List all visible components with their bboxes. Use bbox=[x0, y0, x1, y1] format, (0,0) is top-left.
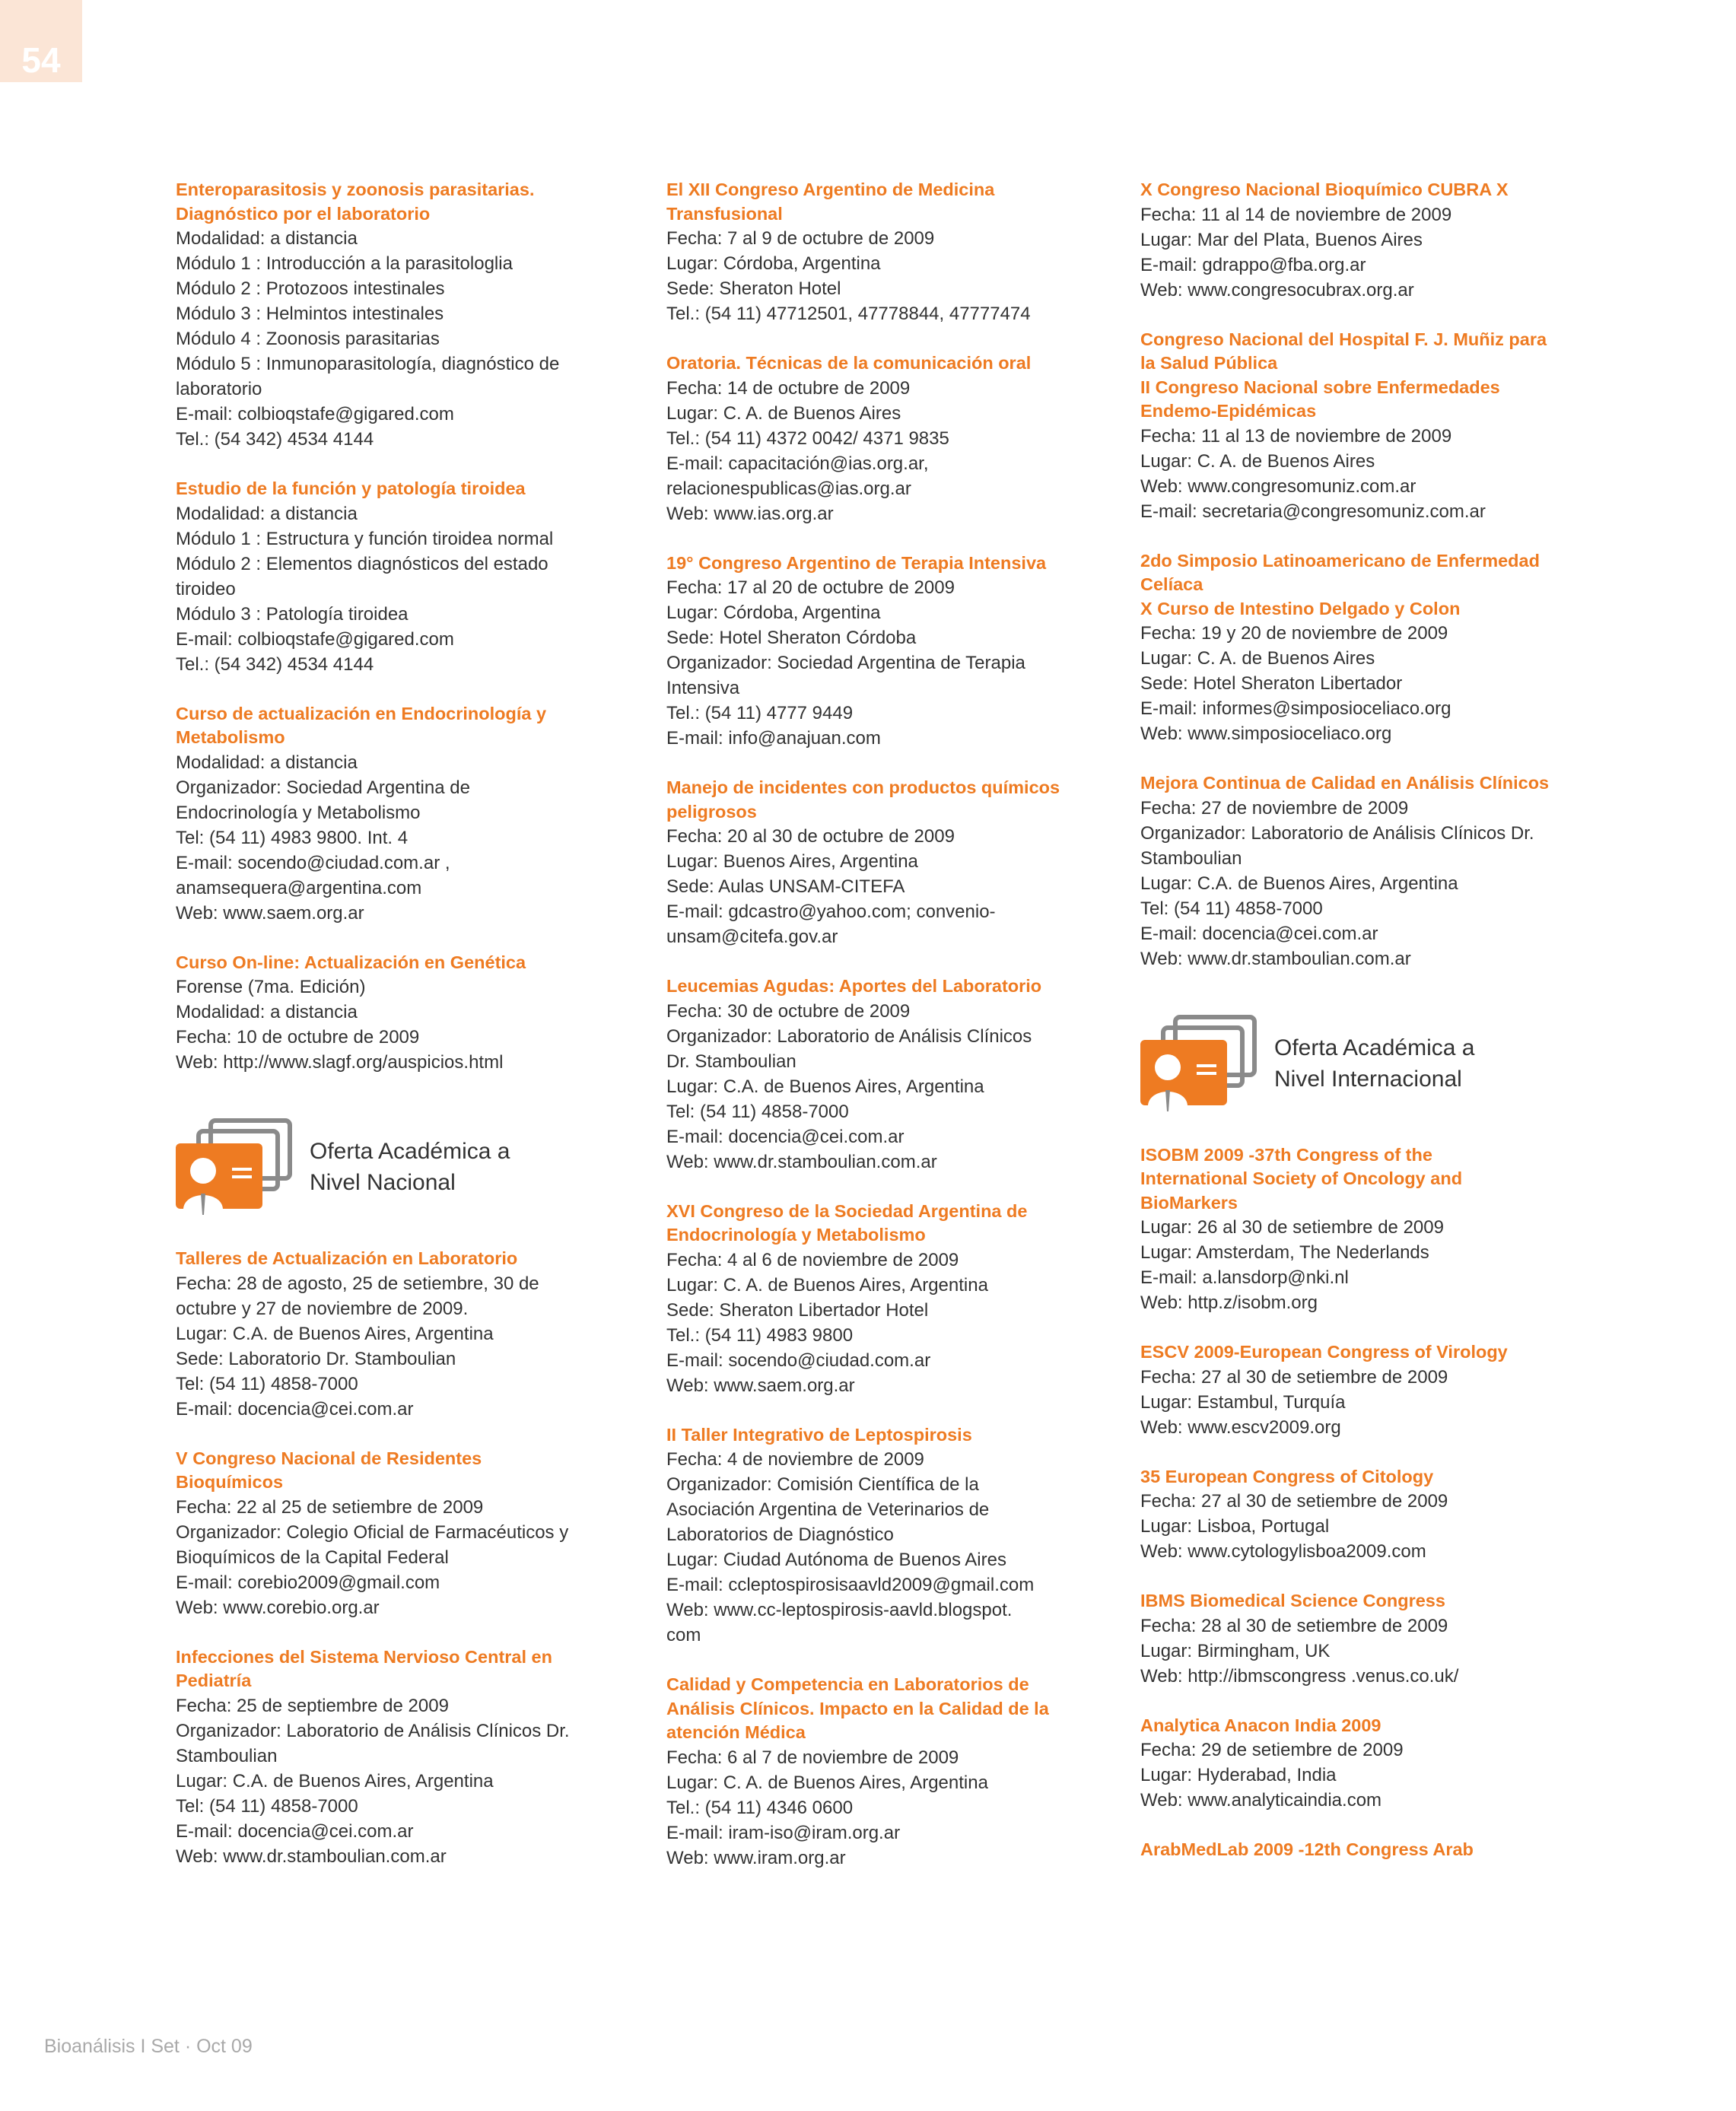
event-title: X Congreso Nacional Bioquímico CUBRA X bbox=[1140, 180, 1509, 199]
event-detail: Sede: Aulas UNSAM-CITEFA bbox=[666, 876, 905, 897]
event-detail: Bioquímicos de la Capital Federal bbox=[176, 1547, 449, 1568]
event-detail: E-mail: capacitación@ias.org.ar, bbox=[666, 453, 929, 474]
event-detail: Web: www.ias.org.ar bbox=[666, 503, 834, 524]
event-detail: Modalidad: a distancia bbox=[176, 1002, 358, 1022]
event-detail: Módulo 2 : Elementos diagnósticos del estado bbox=[176, 553, 548, 574]
academic-offer-icon bbox=[176, 1117, 297, 1216]
event-detail: com bbox=[666, 1625, 701, 1645]
event-title: IBMS Biomedical Science Congress bbox=[1140, 1591, 1445, 1610]
event-detail: E-mail: colbioqstafe@gigared.com bbox=[176, 628, 454, 650]
event-detail: Stamboulian bbox=[1140, 847, 1242, 869]
event-title: Manejo de incidentes con productos químicos bbox=[666, 777, 1060, 797]
event-detail: Organizador: Colegio Oficial de Farmacéuticos y bbox=[176, 1521, 569, 1543]
event-detail: tiroideo bbox=[176, 578, 236, 599]
event-detail: Web: www.escv2009.org bbox=[1140, 1416, 1341, 1438]
event-detail: Fecha: 11 al 13 de noviembre de 2009 bbox=[1140, 425, 1452, 447]
entries bbox=[666, 178, 1092, 1871]
event-detail: Web: www.iram.org.ar bbox=[666, 1847, 846, 1868]
event-title: ArabMedLab 2009 -12th Congress Arab bbox=[1140, 1839, 1474, 1859]
event-title: atención Médica bbox=[666, 1722, 806, 1742]
event-detail: Web: http.z/isobm.org bbox=[1140, 1292, 1318, 1313]
event-detail: Fecha: 6 al 7 de noviembre de 2009 bbox=[666, 1747, 959, 1768]
event-title: II Congreso Nacional sobre Enfermedades bbox=[1140, 377, 1500, 397]
event-entry bbox=[666, 178, 1092, 326]
event-entry bbox=[666, 351, 1092, 526]
event-title: El XII Congreso Argentino de Medicina bbox=[666, 180, 995, 199]
section-header-international bbox=[1140, 1014, 1566, 1113]
event-detail: Web: www.simposioceliaco.org bbox=[1140, 723, 1392, 744]
event-detail: Organizador: Comisión Científica de la bbox=[666, 1474, 979, 1495]
academic-offer-icon bbox=[1140, 1014, 1262, 1113]
event-detail: E-mail: ccleptospirosisaavld2009@gmail.com bbox=[666, 1575, 1035, 1595]
event-detail: Web: www.saem.org.ar bbox=[666, 1375, 855, 1396]
event-entry bbox=[176, 951, 602, 1076]
event-title: Endocrinología y Metabolismo bbox=[666, 1225, 926, 1245]
event-detail: Lugar: Ciudad Autónoma de Buenos Aires bbox=[666, 1550, 1006, 1570]
event-detail: Tel.: (54 342) 4534 4144 bbox=[176, 429, 374, 450]
event-detail: Módulo 2 : Protozoos intestinales bbox=[176, 278, 445, 299]
entries-b bbox=[1140, 1143, 1566, 1862]
event-detail: Tel.: (54 11) 4372 0042/ 4371 9835 bbox=[666, 428, 949, 449]
event-detail: Lugar: C.A. de Buenos Aires, Argentina bbox=[666, 1076, 984, 1097]
event-detail: unsam@citefa.gov.ar bbox=[666, 927, 838, 947]
event-detail: E-mail: docencia@cei.com.ar bbox=[176, 1398, 414, 1420]
section-title-line: Oferta Académica a bbox=[1274, 1035, 1475, 1060]
event-entry bbox=[1140, 178, 1566, 303]
event-detail: Organizador: Sociedad Argentina de bbox=[176, 777, 470, 798]
event-title: Calidad y Competencia en Laboratorios de bbox=[666, 1674, 1029, 1694]
event-entry bbox=[1140, 328, 1566, 524]
event-detail: Web: www.saem.org.ar bbox=[176, 902, 364, 924]
event-entry bbox=[1140, 1589, 1566, 1689]
column-3 bbox=[1140, 178, 1566, 1887]
event-title: Analytica Anacon India 2009 bbox=[1140, 1715, 1381, 1735]
event-detail: Lugar: C. A. de Buenos Aires, Argentina bbox=[666, 1772, 988, 1793]
event-detail: Lugar: Amsterdam, The Nederlands bbox=[1140, 1242, 1429, 1263]
event-title: la Salud Pública bbox=[1140, 353, 1278, 373]
event-detail: Lugar: 26 al 30 de setiembre de 2009 bbox=[1140, 1217, 1444, 1238]
event-detail: Tel.: (54 342) 4534 4144 bbox=[176, 653, 374, 675]
event-detail: Fecha: 25 de septiembre de 2009 bbox=[176, 1695, 449, 1716]
event-detail: Asociación Argentina de Veterinarios de bbox=[666, 1499, 990, 1520]
event-title: Metabolismo bbox=[176, 727, 285, 747]
event-detail: Tel: (54 11) 4858-7000 bbox=[1140, 898, 1323, 919]
event-title: Mejora Continua de Calidad en Análisis Clínicos bbox=[1140, 773, 1550, 793]
event-detail: E-mail: colbioqstafe@gigared.com bbox=[176, 404, 454, 424]
event-detail: Web: http://ibmscongress .venus.co.uk/ bbox=[1140, 1665, 1459, 1687]
event-detail: Sede: Sheraton Libertador Hotel bbox=[666, 1299, 929, 1321]
event-entry bbox=[1140, 1838, 1566, 1862]
event-title: Transfusional bbox=[666, 203, 783, 224]
event-detail: Lugar: Birmingham, UK bbox=[1140, 1640, 1331, 1661]
event-detail: Web: www.dr.stamboulian.com.ar bbox=[666, 1151, 937, 1172]
event-detail: Fecha: 10 de octubre de 2009 bbox=[176, 1027, 420, 1048]
event-detail: Modalidad: a distancia bbox=[176, 228, 358, 249]
event-detail: Sede: Sheraton Hotel bbox=[666, 278, 841, 299]
event-title: Enteroparasitosis y zoonosis parasitarias. bbox=[176, 180, 535, 199]
event-detail: Web: www.cc-leptospirosis-aavld.blogspot. bbox=[666, 1600, 1013, 1620]
event-detail: E-mail: iram-iso@iram.org.ar bbox=[666, 1822, 901, 1843]
event-title: BioMarkers bbox=[1140, 1192, 1238, 1213]
event-entry bbox=[1140, 1714, 1566, 1814]
event-detail: Modalidad: a distancia bbox=[176, 752, 358, 773]
event-detail: Web: www.dr.stamboulian.com.ar bbox=[176, 1846, 447, 1867]
event-detail: Fecha: 4 al 6 de noviembre de 2009 bbox=[666, 1249, 959, 1270]
event-detail: Fecha: 20 al 30 de octubre de 2009 bbox=[666, 826, 955, 847]
event-detail: Fecha: 4 de noviembre de 2009 bbox=[666, 1449, 924, 1470]
event-detail: Tel: (54 11) 4858-7000 bbox=[176, 1795, 358, 1817]
event-detail: Modalidad: a distancia bbox=[176, 503, 358, 524]
entries-b bbox=[176, 1247, 602, 1869]
section-title bbox=[310, 1136, 510, 1198]
event-detail: E-mail: socendo@ciudad.com.ar , bbox=[176, 852, 450, 873]
event-detail: Web: www.cytologylisboa2009.com bbox=[1140, 1541, 1426, 1562]
event-title: 19° Congreso Argentino de Terapia Intensiva bbox=[666, 552, 1047, 573]
event-title: Diagnóstico por el laboratorio bbox=[176, 203, 431, 224]
event-detail: Fecha: 22 al 25 de setiembre de 2009 bbox=[176, 1496, 484, 1518]
event-detail: Fecha: 28 de agosto, 25 de setiembre, 30 de bbox=[176, 1273, 539, 1294]
event-title: V Congreso Nacional de Residentes bbox=[176, 1448, 482, 1468]
section-title-line: Nivel Internacional bbox=[1274, 1066, 1462, 1092]
event-detail: Módulo 5 : Inmunoparasitología, diagnóstico de bbox=[176, 354, 560, 374]
event-detail: Fecha: 27 al 30 de setiembre de 2009 bbox=[1140, 1491, 1448, 1512]
event-title: ISOBM 2009 -37th Congress of the bbox=[1140, 1144, 1432, 1165]
event-detail: Lugar: C.A. de Buenos Aires, Argentina bbox=[176, 1323, 494, 1344]
event-detail: E-mail: secretaria@congresomuniz.com.ar bbox=[1140, 501, 1486, 522]
event-entry bbox=[1140, 1340, 1566, 1440]
event-entry bbox=[666, 1673, 1092, 1871]
event-entry bbox=[176, 477, 602, 677]
event-entry bbox=[666, 974, 1092, 1175]
event-entry bbox=[176, 178, 602, 452]
event-detail: relacionespublicas@ias.org.ar bbox=[666, 478, 911, 499]
section-title-line: Nivel Nacional bbox=[310, 1170, 456, 1195]
section-title bbox=[1274, 1032, 1474, 1095]
event-title: Infecciones del Sistema Nervioso Central en bbox=[176, 1646, 552, 1667]
event-detail: Endocrinología y Metabolismo bbox=[176, 802, 421, 823]
event-detail: Lugar: Córdoba, Argentina bbox=[666, 253, 881, 274]
event-entry bbox=[666, 776, 1092, 949]
event-detail: Tel: (54 11) 4858-7000 bbox=[176, 1373, 358, 1394]
event-detail: Fecha: 30 de octubre de 2009 bbox=[666, 1000, 911, 1022]
event-detail: E-mail: docencia@cei.com.ar bbox=[1140, 923, 1378, 944]
event-title: ESCV 2009-European Congress of Virology bbox=[1140, 1342, 1508, 1362]
event-detail: Lugar: Buenos Aires, Argentina bbox=[666, 851, 918, 872]
event-detail: Módulo 3 : Helmintos intestinales bbox=[176, 304, 444, 324]
event-entry bbox=[176, 1247, 602, 1422]
event-detail: Módulo 4 : Zoonosis parasitarias bbox=[176, 329, 440, 349]
event-detail: Sede: Laboratorio Dr. Stamboulian bbox=[176, 1348, 456, 1369]
event-detail: Web: http://www.slagf.org/auspicios.html bbox=[176, 1052, 504, 1073]
event-title: 2do Simposio Latinoamericano de Enfermedad bbox=[1140, 550, 1540, 571]
event-title: Leucemias Agudas: Aportes del Laboratorio bbox=[666, 976, 1042, 996]
event-detail: Tel.: (54 11) 47712501, 47778844, 47777474 bbox=[666, 304, 1031, 324]
event-detail: Fecha: 29 de setiembre de 2009 bbox=[1140, 1740, 1404, 1760]
event-detail: E-mail: informes@simposioceliaco.org bbox=[1140, 698, 1451, 719]
event-detail: laboratorio bbox=[176, 379, 262, 399]
event-title: peligrosos bbox=[666, 801, 757, 822]
event-title: Celíaca bbox=[1140, 574, 1203, 594]
event-title: Talleres de Actualización en Laboratorio bbox=[176, 1248, 518, 1268]
event-title: XVI Congreso de la Sociedad Argentina de bbox=[666, 1200, 1028, 1221]
event-title: Análisis Clínicos. Impacto en la Calidad de la bbox=[666, 1698, 1049, 1718]
page-number: 54 bbox=[0, 0, 82, 82]
event-entry bbox=[1140, 771, 1566, 971]
event-detail: anamsequera@argentina.com bbox=[176, 877, 422, 898]
event-detail: Forense (7ma. Edición) bbox=[176, 977, 366, 997]
event-detail: E-mail: gdcastro@yahoo.com; convenio- bbox=[666, 901, 996, 922]
event-detail: Lugar: Lisboa, Portugal bbox=[1140, 1516, 1330, 1537]
event-detail: Tel.: (54 11) 4346 0600 bbox=[666, 1797, 854, 1818]
event-detail: Lugar: Mar del Plata, Buenos Aires bbox=[1140, 229, 1423, 250]
event-detail: Lugar: C. A. de Buenos Aires bbox=[666, 402, 901, 424]
event-detail: Web: www.congresocubrax.org.ar bbox=[1140, 279, 1414, 300]
event-detail: E-mail: docencia@cei.com.ar bbox=[176, 1820, 414, 1842]
event-title: International Society of Oncology and bbox=[1140, 1168, 1463, 1188]
event-detail: E-mail: corebio2009@gmail.com bbox=[176, 1572, 440, 1593]
event-detail: Módulo 1 : Estructura y función tiroidea normal bbox=[176, 528, 554, 549]
event-detail: Fecha: 7 al 9 de octubre de 2009 bbox=[666, 228, 935, 249]
event-detail: Sede: Hotel Sheraton Córdoba bbox=[666, 628, 917, 648]
event-title: Estudio de la función y patología tiroidea bbox=[176, 478, 526, 498]
event-detail: E-mail: gdrappo@fba.org.ar bbox=[1140, 254, 1366, 275]
event-detail: Lugar: Estambul, Turquía bbox=[1140, 1391, 1346, 1413]
section-header-national bbox=[176, 1117, 602, 1216]
event-title: Oratoria. Técnicas de la comunicación oral bbox=[666, 353, 1032, 373]
entries-a bbox=[176, 178, 602, 1075]
event-detail: Web: www.congresomuniz.com.ar bbox=[1140, 475, 1416, 497]
event-detail: Organizador: Laboratorio de Análisis Clínicos Dr. bbox=[176, 1720, 570, 1741]
event-detail: Fecha: 19 y 20 de noviembre de 2009 bbox=[1140, 623, 1448, 644]
event-entry bbox=[176, 1645, 602, 1869]
event-detail: Web: www.corebio.org.ar bbox=[176, 1597, 380, 1618]
event-detail: Lugar: C.A. de Buenos Aires, Argentina bbox=[1140, 873, 1458, 894]
event-detail: Web: www.analyticaindia.com bbox=[1140, 1790, 1382, 1811]
event-entry bbox=[176, 1447, 602, 1620]
entries-a bbox=[1140, 178, 1566, 971]
event-detail: Tel: (54 11) 4858-7000 bbox=[666, 1101, 849, 1122]
event-detail: Fecha: 27 de noviembre de 2009 bbox=[1140, 797, 1409, 819]
event-detail: Fecha: 14 de octubre de 2009 bbox=[666, 377, 911, 399]
event-detail: Tel.: (54 11) 4777 9449 bbox=[666, 703, 854, 723]
event-title: Congreso Nacional del Hospital F. J. Muñiz para bbox=[1140, 329, 1547, 349]
event-title: Curso de actualización en Endocrinología y bbox=[176, 703, 547, 723]
event-title: X Curso de Intestino Delgado y Colon bbox=[1140, 598, 1461, 618]
event-detail: Lugar: Córdoba, Argentina bbox=[666, 602, 881, 623]
column-1 bbox=[176, 178, 602, 1894]
event-title: II Taller Integrativo de Leptospirosis bbox=[666, 1424, 972, 1445]
event-detail: E-mail: socendo@ciudad.com.ar bbox=[666, 1350, 931, 1371]
event-title: Endemo-Epidémicas bbox=[1140, 401, 1317, 421]
event-detail: Organizador: Laboratorio de Análisis Clínicos Dr. bbox=[1140, 822, 1534, 844]
event-entry bbox=[666, 1200, 1092, 1398]
event-detail: octubre y 27 de noviembre de 2009. bbox=[176, 1298, 469, 1319]
event-detail: Laboratorios de Diagnóstico bbox=[666, 1524, 894, 1545]
event-detail: Organizador: Laboratorio de Análisis Clínicos bbox=[666, 1025, 1032, 1047]
event-detail: Lugar: C. A. de Buenos Aires bbox=[1140, 450, 1375, 472]
event-entry bbox=[1140, 1465, 1566, 1565]
column-2 bbox=[666, 178, 1092, 1896]
event-entry bbox=[666, 1423, 1092, 1648]
event-detail: Lugar: C. A. de Buenos Aires bbox=[1140, 648, 1375, 669]
footer: Bioanálisis I Set · Oct 09 bbox=[44, 2036, 253, 2057]
event-detail: Fecha: 17 al 20 de octubre de 2009 bbox=[666, 577, 955, 598]
event-title: Pediatría bbox=[176, 1671, 252, 1690]
event-title: 35 European Congress of Citology bbox=[1140, 1466, 1434, 1486]
event-detail: Tel.: (54 11) 4983 9800 bbox=[666, 1324, 854, 1346]
event-detail: Web: www.dr.stamboulian.com.ar bbox=[1140, 948, 1411, 969]
event-detail: Lugar: C. A. de Buenos Aires, Argentina bbox=[666, 1274, 988, 1296]
event-detail: Módulo 1 : Introducción a la parasitologlia bbox=[176, 253, 513, 274]
event-detail: Fecha: 28 al 30 de setiembre de 2009 bbox=[1140, 1615, 1448, 1636]
event-detail: Fecha: 27 al 30 de setiembre de 2009 bbox=[1140, 1366, 1448, 1388]
event-entry bbox=[1140, 549, 1566, 747]
event-detail: Fecha: 11 al 14 de noviembre de 2009 bbox=[1140, 204, 1452, 225]
event-entry bbox=[1140, 1143, 1566, 1316]
event-detail: E-mail: docencia@cei.com.ar bbox=[666, 1126, 905, 1147]
event-detail: Stamboulian bbox=[176, 1745, 278, 1766]
event-detail: Dr. Stamboulian bbox=[666, 1051, 796, 1072]
event-detail: Organizador: Sociedad Argentina de Terapia bbox=[666, 653, 1025, 673]
event-detail: Sede: Hotel Sheraton Libertador bbox=[1140, 673, 1403, 694]
event-entry bbox=[666, 552, 1092, 752]
event-detail: Intensiva bbox=[666, 678, 740, 698]
event-detail: Tel: (54 11) 4983 9800. Int. 4 bbox=[176, 827, 409, 848]
event-detail: E-mail: a.lansdorp@nki.nl bbox=[1140, 1267, 1349, 1288]
event-title: Curso On-line: Actualización en Genética bbox=[176, 952, 526, 972]
event-detail: Lugar: C.A. de Buenos Aires, Argentina bbox=[176, 1770, 494, 1791]
event-detail: Lugar: Hyderabad, India bbox=[1140, 1765, 1337, 1785]
event-detail: Módulo 3 : Patología tiroidea bbox=[176, 603, 409, 625]
event-title: Bioquímicos bbox=[176, 1472, 284, 1492]
section-title-line: Oferta Académica a bbox=[310, 1139, 510, 1164]
event-entry bbox=[176, 702, 602, 926]
event-detail: E-mail: info@anajuan.com bbox=[666, 728, 881, 749]
